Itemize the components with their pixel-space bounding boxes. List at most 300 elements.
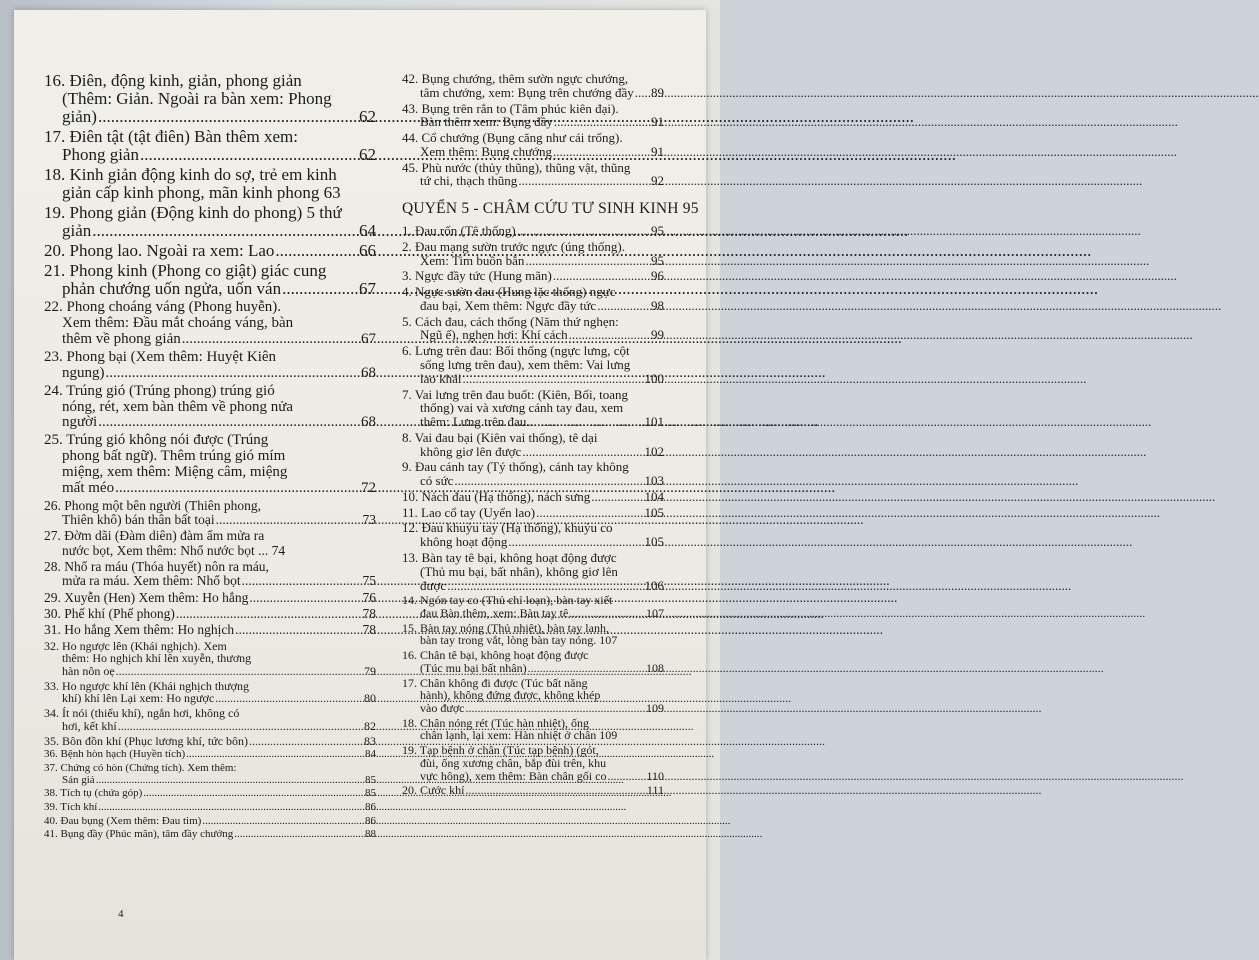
leader-dots	[118, 720, 363, 733]
toc-entry-line	[44, 465, 376, 481]
leader-dots	[463, 372, 644, 386]
toc-entry-text: 20. Cước khí	[402, 783, 465, 798]
leader-dots	[553, 269, 650, 283]
toc-entry-line	[44, 788, 376, 800]
toc-entry-line	[402, 299, 664, 313]
toc-entry-text: 40. Đau bụng (Xem thêm: Đau tim)	[44, 814, 202, 827]
toc-page-number: 68	[361, 364, 376, 381]
toc-entry-line	[44, 544, 376, 558]
toc-page-number: 105	[644, 504, 664, 520]
toc-entry	[44, 529, 376, 558]
toc-entry-text: giản	[62, 221, 92, 241]
toc-entry-text: miệng, xem thêm: Miệng câm, miệng	[62, 464, 288, 481]
toc-page-number: 68	[361, 414, 376, 431]
toc-entry-text: 5. Cách đau, cách thống (Năm thứ nghẹn:	[402, 313, 619, 329]
toc-entry-text: thống) vai và xương cánh tay đau, xem	[420, 400, 624, 416]
toc-entry-line	[402, 729, 664, 742]
toc-entry	[402, 677, 664, 715]
toc-entry-line	[402, 161, 664, 175]
toc-page-number: 99	[651, 327, 664, 343]
toc-entry-text: 18. Kinh giản động kinh do sợ, trẻ em kinh	[44, 165, 337, 185]
toc-entry	[402, 649, 664, 674]
toc-entry-text: Phong giản	[62, 145, 139, 165]
toc-entry	[44, 680, 376, 705]
toc-entry-line	[44, 829, 376, 841]
toc-entry	[44, 433, 376, 497]
toc-entry-line	[402, 445, 664, 459]
toc-entry-text: 38. Tích tụ (chứa góp)	[44, 787, 143, 800]
toc-entry-line	[44, 665, 376, 678]
leader-dots	[597, 299, 650, 313]
toc-entry-line	[44, 749, 376, 761]
toc-entry-line	[402, 358, 664, 372]
toc-page-number: 67	[361, 330, 376, 347]
toc-entry-text: 14. Ngón tay co (Thủ chỉ loạn), bàn tay xiết	[402, 593, 613, 608]
toc-entry-text: 25. Trúng gió không nói được (Trúng	[44, 432, 269, 449]
toc-entry	[44, 802, 376, 814]
toc-page-number: 76	[362, 589, 376, 605]
toc-entry-line	[402, 757, 664, 770]
toc-entry-line	[402, 145, 664, 159]
toc-entry-text: thêm: Ho nghịch khí lên xuyễn, thương	[62, 651, 252, 666]
toc-entry-text: sống lưng trên đau), xem thêm: Vai lưng	[420, 357, 631, 373]
toc-entry	[402, 744, 664, 782]
toc-entry	[44, 816, 376, 828]
toc-entry	[44, 749, 376, 761]
leader-dots	[553, 145, 650, 159]
leader-dots	[635, 86, 650, 100]
toc-entry-text: lao khái	[420, 370, 462, 386]
toc-entry-text: 39. Tích khí	[44, 800, 98, 813]
toc-entry-text: mửa ra máu. Xem thêm: Nhổ bọt	[62, 573, 241, 589]
toc-entry-text: Thiên khô) bán thân bất toại	[62, 512, 215, 528]
toc-entry	[44, 72, 376, 126]
toc-page-number: 109	[646, 701, 664, 716]
toc-entry-line	[44, 415, 376, 431]
leader-dots	[522, 445, 643, 459]
toc-entry-text: ngung)	[62, 364, 105, 381]
toc-entry-text: phong bất ngữ). Thêm trúng gió mím	[62, 448, 286, 465]
toc-page-number: 111	[646, 783, 664, 798]
toc-page-number: 86	[365, 800, 376, 813]
toc-entry	[402, 594, 664, 619]
leader-dots	[143, 788, 364, 800]
toc-entry	[44, 128, 376, 164]
toc-entry-text: vực hông), xem thêm: Bàn chân gối co	[420, 768, 607, 783]
toc-entry	[402, 344, 664, 385]
toc-entry-text: thêm: Lưng trên đau	[420, 414, 527, 430]
toc-page-number: 78	[362, 622, 376, 638]
toc-entry-line	[44, 280, 376, 298]
toc-entry-line	[402, 224, 664, 238]
leader-dots	[554, 115, 650, 129]
toc-page-number: 82	[364, 718, 376, 733]
toc-entry-line	[44, 481, 376, 497]
toc-entry-text: hành), không đứng được, không khép	[420, 688, 601, 703]
toc-page-number: 79	[364, 663, 376, 678]
toc-entry	[44, 350, 376, 382]
toc-entry-text: 20. Phong lao. Ngoài ra xem: Lao	[44, 241, 275, 261]
toc-entry-text: 12. Đau khuỷu tay (Hạ thống), khuỷu co	[402, 520, 613, 536]
toc-entry-line	[44, 350, 376, 366]
toc-entry-line	[402, 535, 664, 549]
toc-entry-text: 28. Nhổ ra máu (Thóa huyết) nôn ra máu,	[44, 559, 269, 575]
toc-entry-text: 37. Chứng có hòn (Chứng tích). Xem thêm:	[44, 761, 237, 774]
leader-dots	[98, 108, 358, 126]
toc-entry-text: hơi, kết khí	[62, 718, 117, 733]
toc-entry-text: 23. Phong bại (Xem thêm: Huyệt Kiên	[44, 348, 277, 365]
leader-dots	[235, 623, 361, 637]
toc-page-number: 95	[651, 252, 664, 268]
toc-page-number: 105	[644, 534, 664, 550]
toc-entry-text: 3. Ngực đầy tức (Hung mãn)	[402, 268, 552, 284]
leader-dots	[528, 662, 645, 675]
leader-dots	[234, 829, 364, 841]
toc-entry-line	[402, 744, 664, 757]
toc-entry-line	[402, 102, 664, 116]
leader-dots	[202, 816, 364, 828]
toc-entry-line	[44, 560, 376, 574]
toc-entry-text: vào được	[420, 701, 465, 716]
toc-entry	[402, 131, 664, 159]
toc-entry-line	[44, 332, 376, 348]
toc-entry-line	[402, 521, 664, 535]
toc-entry-line	[402, 662, 664, 675]
toc-entry-text: giản)	[62, 107, 97, 127]
toc-page-number: 91	[651, 143, 664, 159]
leader-dots	[186, 749, 364, 761]
toc-entry-line	[402, 269, 664, 283]
toc-entry-text: giản cấp kinh phong, mãn kinh phong 63	[62, 183, 341, 203]
toc-entry	[44, 499, 376, 528]
toc-entry-line	[44, 242, 376, 260]
leader-dots	[536, 506, 643, 520]
toc-entry-text: 2. Đau mạng sườn trước ngực (úng thống).	[402, 238, 625, 254]
toc-page-number: 64	[359, 221, 376, 241]
toc-entry-line	[402, 254, 664, 268]
toc-entry-line	[44, 802, 376, 814]
leader-dots	[96, 775, 364, 787]
toc-page-number: 67	[359, 279, 376, 299]
toc-entry	[402, 285, 664, 313]
toc-entry-text: 10. Nách đau (Hạ thống), nách sưng	[402, 488, 591, 504]
toc-entry-text: Ngũ ế), nghẹn hơi: Khí cách	[420, 327, 568, 343]
toc-page-number: 104	[644, 488, 664, 504]
toc-entry-text: Xem: Tim buồn bằn	[420, 252, 525, 268]
toc-entry-line	[44, 184, 376, 202]
toc-entry-text: 41. Bụng đầy (Phúc mãn), tâm đầy chướng	[44, 828, 234, 841]
toc-entry	[402, 521, 664, 549]
toc-page-number: 110	[646, 768, 664, 783]
leader-dots	[517, 224, 650, 238]
toc-entry	[402, 490, 664, 504]
toc-entry-text: (Túc mu bại bất nhân)	[420, 660, 527, 675]
toc-entry-text: đùi, ống xương chân, bắp đùi trên, khu	[420, 755, 607, 770]
leader-dots	[216, 513, 362, 527]
toc-entry	[44, 607, 376, 621]
toc-entry-text: 35. Bôn đồn khí (Phục lương khí, tức bôn)	[44, 733, 249, 748]
toc-entry-text: khí) khí lên Lại xem: Ho ngược	[62, 691, 215, 706]
toc-page-number: 103	[644, 473, 664, 489]
toc-entry-line	[402, 565, 664, 579]
toc-entry-line	[402, 240, 664, 254]
toc-entry-text: 44. Cổ chướng (Bụng căng như cái trống).	[402, 130, 623, 146]
toc-entry-text: 13. Bàn tay tê bại, không hoạt động được	[402, 549, 617, 565]
toc-entry-text: 1. Đau rốn (Tê thống)	[402, 223, 516, 239]
toc-entry-line	[44, 384, 376, 400]
toc-entry-text: Sán giả	[62, 773, 95, 786]
section-heading: QUYỂN 5 - CHÂM CỨU TƯ SINH KINH 95	[402, 200, 699, 218]
toc-entry	[402, 240, 664, 268]
toc-entry-text: bàn tay trong vắt, lòng bàn tay nóng. 107	[420, 633, 618, 648]
toc-entry-text: 32. Ho ngược lên (Khái nghịch). Xem	[44, 638, 227, 653]
toc-entry-text: 33. Ho ngược khí lên (Khái nghịch thượng	[44, 678, 250, 693]
toc-entry-text: nước bọt, Xem thêm: Nhổ nước bọt ... 74	[62, 542, 286, 558]
leader-dots	[98, 415, 360, 431]
toc-entry-line	[402, 344, 664, 358]
toc-entry-text: 16. Chân tê bại, không hoạt động được	[402, 648, 589, 663]
toc-entry-text: tâm chướng, xem: Bụng trên chướng đầy	[420, 84, 634, 100]
toc-entry-line	[402, 702, 664, 715]
toc-page-number: 75	[362, 573, 376, 589]
toc-entry	[402, 622, 664, 647]
toc-entry-text: 9. Đau cánh tay (Tý thống), cánh tay không	[402, 459, 629, 475]
toc-entry-text: 4. Ngực sườn đau (Hung lặc thống) ngực	[402, 284, 616, 300]
toc-page-number: 62	[359, 145, 376, 165]
toc-entry-text: nóng, rét, xem bàn thêm về phong nửa	[62, 398, 293, 415]
toc-entry	[44, 300, 376, 348]
toc-entry	[44, 560, 376, 589]
toc-entry-text: 19. Tạp bệnh ở chân (Túc tạp bệnh) (gót,	[402, 743, 599, 758]
toc-entry	[402, 431, 664, 459]
toc-entry	[44, 591, 376, 605]
toc-page-number: 84	[365, 748, 376, 761]
toc-entry-text: 24. Trúng gió (Trúng phong) trúng gió	[44, 382, 275, 399]
toc-entry-line	[402, 372, 664, 386]
toc-entry-line	[402, 460, 664, 474]
toc-entry-text: Xem thêm: Đầu mắt choáng váng, bàn	[62, 315, 294, 332]
toc-entry-text: 17. Điên tật (tật điên) Bàn thêm xem:	[44, 127, 298, 147]
toc-entry-line	[402, 784, 664, 797]
toc-entry	[402, 72, 664, 100]
toc-entry-text: 29. Xuyễn (Hen) Xem thêm: Ho hắng	[44, 589, 249, 605]
toc-entry-text: 27. Đờm dãi (Đàm diên) đàm ẩm mửa ra	[44, 528, 265, 544]
toc-entry	[44, 242, 376, 260]
toc-entry	[402, 784, 664, 797]
leader-dots	[454, 474, 643, 488]
toc-page-number: 95	[651, 223, 664, 239]
toc-page-number: 80	[364, 691, 376, 706]
leader-dots	[176, 607, 362, 621]
toc-entry-line	[44, 433, 376, 449]
toc-page-number: 89	[651, 84, 664, 100]
leader-dots	[140, 146, 358, 164]
toc-entry-line	[44, 692, 376, 705]
toc-entry-text: 26. Phong một bên người (Thiên phong,	[44, 497, 261, 513]
toc-entry-line	[44, 816, 376, 828]
toc-entry-line	[402, 415, 664, 429]
leader-dots	[98, 802, 364, 814]
toc-entry	[402, 102, 664, 130]
toc-entry-text: có sức	[420, 473, 454, 489]
toc-page-number: 98	[651, 297, 664, 313]
book-page	[14, 10, 706, 960]
toc-entry-line	[44, 623, 376, 637]
toc-entry-line	[402, 174, 664, 188]
toc-entry-line	[44, 222, 376, 240]
toc-entry-line	[44, 591, 376, 605]
toc-entry-text: 16. Điên, động kinh, giản, phong giản	[44, 71, 302, 90]
toc-entry-text: được	[420, 577, 447, 593]
toc-entry-text: 30. Phế khí (Phế phong)	[44, 605, 175, 621]
leader-dots	[569, 607, 645, 620]
toc-entry-text: 6. Lưng trên đau: Bối thống (ngực lưng, cột	[402, 343, 630, 359]
toc-entry-line	[44, 366, 376, 382]
toc-entry-text: Xem thêm: Bụng chướng	[420, 143, 552, 159]
toc-entry-text: 18. Chân nóng rét (Túc hàn nhiệt), ống	[402, 715, 589, 730]
toc-page-number: 96	[651, 268, 664, 284]
toc-entry-line	[44, 720, 376, 733]
toc-entry-line	[44, 775, 376, 787]
toc-entry-text: 36. Bệnh hòn hạch (Huyền tích)	[44, 748, 186, 761]
toc-entry-line	[402, 579, 664, 593]
toc-entry-line	[402, 401, 664, 415]
toc-entry-line	[402, 607, 664, 620]
toc-entry	[44, 204, 376, 240]
leader-dots	[527, 415, 643, 429]
toc-entry-text: 45. Phù nước (thủy thũng), thũng vật, thũng	[402, 159, 631, 175]
toc-entry-line	[44, 607, 376, 621]
toc-entry	[44, 735, 376, 748]
toc-page-number: 73	[362, 512, 376, 528]
toc-entry	[402, 551, 664, 592]
toc-entry-line	[402, 634, 664, 647]
leader-dots	[607, 770, 645, 783]
toc-entry-line	[44, 146, 376, 164]
toc-entry-line	[44, 707, 376, 720]
toc-page-number: 108	[646, 660, 664, 675]
leader-dots	[525, 254, 650, 268]
leader-dots	[92, 222, 358, 240]
leader-dots	[249, 735, 363, 748]
toc-entry-text: (Thêm: Giản. Ngoài ra bàn xem: Phong	[62, 89, 332, 109]
leader-dots	[508, 535, 643, 549]
toc-entry	[44, 640, 376, 678]
toc-entry-text: không giơ lên được	[420, 443, 522, 459]
toc-entry-text: 17. Chân không đi được (Túc bất năng	[402, 675, 588, 690]
toc-entry-text: Bàn thêm xem: Bụng đầy	[420, 114, 553, 130]
toc-entry-text: mất méo	[62, 479, 115, 496]
toc-entry-line	[402, 131, 664, 145]
toc-entry-line	[44, 204, 376, 222]
toc-entry-line	[402, 649, 664, 662]
right-toc-column	[402, 71, 699, 799]
toc-entry-line	[402, 285, 664, 299]
toc-entry-line	[44, 763, 376, 775]
toc-entry-text: 11. Lao cổ tay (Uyển lao)	[402, 504, 536, 520]
toc-entry-line	[402, 474, 664, 488]
toc-page-number: 83	[364, 733, 376, 748]
toc-entry	[402, 388, 664, 429]
left-toc-column	[44, 72, 376, 843]
toc-entry-line	[44, 90, 376, 108]
toc-page-number: 92	[651, 173, 664, 189]
toc-page-number: 86	[365, 814, 376, 827]
toc-page-number: 72	[361, 479, 376, 496]
toc-entry-text: phản chướng uốn ngửa, uốn ván	[62, 279, 282, 299]
toc-entry-line	[44, 166, 376, 184]
toc-page-number: 102	[644, 443, 664, 459]
toc-page-number: 85	[365, 773, 376, 786]
toc-entry-line	[44, 529, 376, 543]
toc-entry-text: (Thủ mu bại, bất nhân), không giơ lên	[420, 563, 618, 579]
toc-entry-line	[44, 735, 376, 748]
leader-dots	[466, 702, 645, 715]
toc-entry-text: hàn nôn oẹ	[62, 663, 115, 678]
toc-entry-line	[402, 72, 664, 86]
toc-entry	[402, 717, 664, 742]
toc-entry-text: 42. Bụng chướng, thêm sườn ngực chướng,	[402, 71, 629, 86]
toc-entry	[402, 161, 664, 189]
toc-entry	[402, 224, 664, 238]
leader-dots	[115, 481, 360, 497]
toc-entry-text: 8. Vai đau bại (Kiên vai thống), tê dại	[402, 429, 598, 445]
leader-dots	[215, 692, 363, 705]
toc-entry-line	[44, 513, 376, 527]
leader-dots	[447, 579, 643, 593]
toc-entry	[402, 506, 664, 520]
toc-entry-text: 19. Phong giản (Động kinh do phong) 5 thứ	[44, 203, 342, 223]
toc-entry	[402, 269, 664, 283]
toc-entry-line	[44, 108, 376, 126]
toc-page-number: 78	[362, 605, 376, 621]
toc-entry-line	[402, 770, 664, 783]
leader-dots	[518, 174, 650, 188]
toc-page-number: 85	[365, 787, 376, 800]
toc-entry-text: tứ chi, thạch thũng	[420, 173, 518, 189]
leader-dots	[569, 328, 650, 342]
toc-entry-text: chân lạnh, lại xem: Hàn nhiệt ở chân 109	[420, 728, 618, 743]
toc-page-number: 62	[359, 107, 376, 127]
right-toc-group-top	[402, 72, 664, 190]
toc-entry	[44, 763, 376, 786]
toc-entry-line	[44, 449, 376, 465]
toc-entry	[402, 315, 664, 343]
toc-entry	[44, 166, 376, 202]
toc-entry-text: người	[62, 414, 98, 431]
toc-entry	[402, 460, 664, 488]
toc-page-number: 106	[644, 577, 664, 593]
toc-entry-text: đau bại, Xem thêm: Ngực đầy tức	[420, 297, 597, 313]
toc-entry-line	[44, 499, 376, 513]
toc-entry	[44, 707, 376, 732]
toc-entry-text: 31. Ho hắng Xem thêm: Ho nghịch	[44, 622, 235, 638]
toc-entry	[44, 788, 376, 800]
toc-entry-line	[402, 115, 664, 129]
leader-dots	[275, 242, 358, 260]
toc-page-number: 107	[646, 605, 664, 620]
leader-dots	[242, 574, 362, 588]
toc-entry-line	[44, 300, 376, 316]
leader-dots	[116, 665, 363, 678]
toc-entry-text: 21. Phong kinh (Phong co giật) giác cung	[44, 261, 327, 281]
toc-entry-line	[402, 315, 664, 329]
toc-entry-line	[44, 72, 376, 90]
toc-entry-text: 34. Ít nói (thiểu khí), ngắn hơi, không có	[44, 706, 240, 721]
toc-entry	[44, 829, 376, 841]
toc-entry-text: không hoạt động	[420, 534, 508, 550]
toc-entry-line	[402, 490, 664, 504]
